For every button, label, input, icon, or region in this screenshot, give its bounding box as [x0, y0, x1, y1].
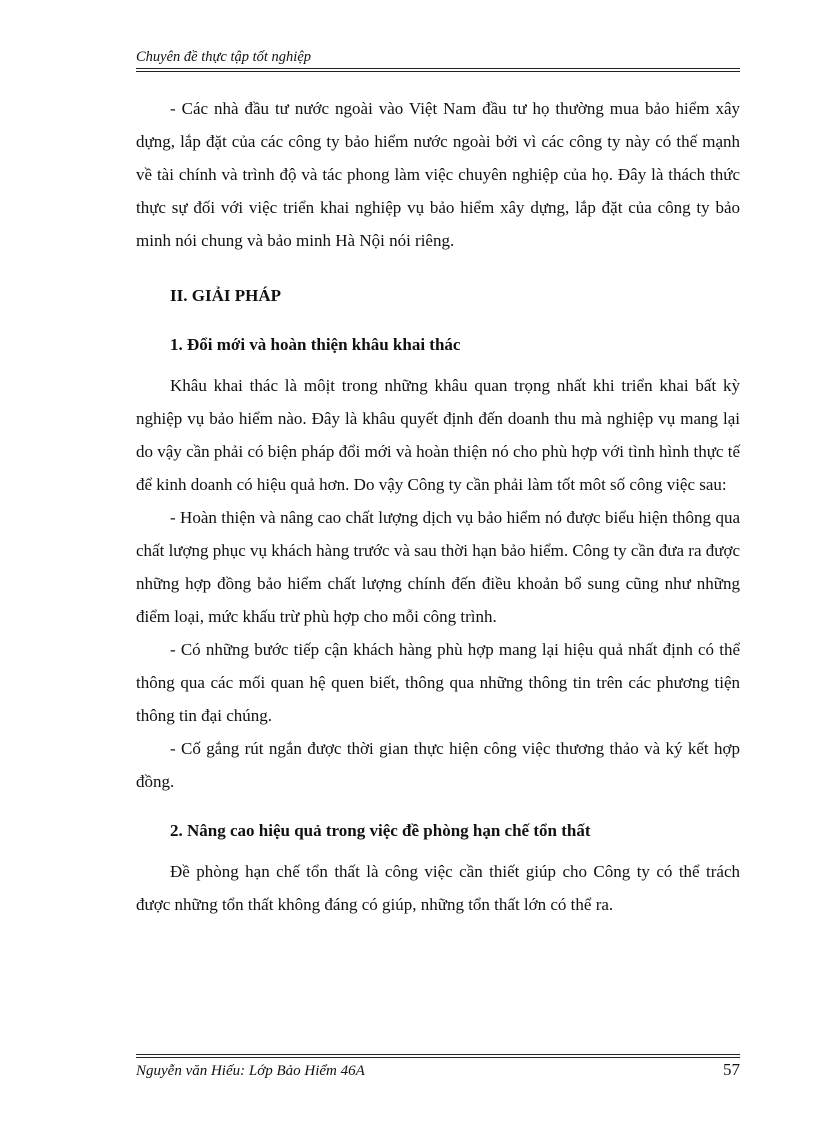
header-title: Chuyên đề thực tập tốt nghiệp [136, 49, 312, 65]
subsection-1-paragraph-1: Khâu khai thác là môịt trong những khâu quan trọng nhất khi triển khai bất kỳ nghiệp vụ bảo hiểm nào. Đây là khâu quyết định đến doanh thu mà nghiệp vụ mang lại do vậy cần phải có biện pháp đổi mới và hoàn thiện nó cho phù hợp với tình hình thực tế để kinh doanh có hiệu quả hơn. Do vậy Công ty cần phải làm tốt môt số công việc sau: [136, 376, 740, 494]
page-header [136, 48, 740, 72]
header-rule [136, 68, 740, 72]
subsection-2-heading: 2. Nâng cao hiệu quả trong việc đề phòng hạn chế tổn thất [170, 821, 591, 840]
subsection-1-heading: 1. Đổi mới và hoàn thiện khâu khai thác [170, 335, 461, 354]
subsection-1-paragraph-4: - Cố gắng rút ngắn được thời gian thực hiện công việc thương thảo và ký kết hợp đồng. [136, 739, 740, 791]
subsection-1-paragraph-2: - Hoàn thiện và nâng cao chất lượng dịch vụ bảo hiểm nó được biểu hiện thông qua chất lượng phục vụ khách hàng trước và sau thời hạn bảo hiểm. Công ty cần đưa ra được những hợp đồng bảo hiểm chất lượng chính đến điều khoản bổ sung cũng như những điểm loại, mức khấu trừ phù hợp cho mỗi công trình. [136, 508, 740, 626]
section-heading: II. GIẢI PHÁP [170, 286, 281, 305]
intro-paragraph: - Các nhà đầu tư nước ngoài vào Việt Nam đầu tư họ thường mua bảo hiểm xây dựng, lắp đặt của các công ty bảo hiểm nước ngoài bởi vì các công ty này có thế mạnh về tài chính và trình độ và tác phong làm việc chuyên nghiệp của họ. Đây là thách thức thực sự đối với việc triển khai nghiệp vụ bảo hiểm xây dựng, lắp đặt của công ty bảo minh nói chung và bảo minh Hà Nội nói riêng. [136, 99, 740, 250]
document-body [136, 92, 740, 921]
subsection-1-paragraph-3: - Có những bước tiếp cận khách hàng phù hợp mang lại hiệu quả nhất định có thể thông qua các mối quan hệ quen biết, thông qua những thông tin trên các phương tiện thông tin đại chúng. [136, 640, 740, 725]
page-footer [136, 1054, 740, 1080]
subsection-2-paragraph-1: Đề phòng hạn chế tổn thất là công việc cần thiết giúp cho Công ty có thể trách được những tổn thất không đáng có giúp, những tổn thất lớn có thể ra. [136, 862, 740, 914]
footer-author: Nguyễn văn Hiếu: Lớp Bảo Hiểm 46A [136, 1063, 365, 1079]
page-number: 57 [723, 1060, 740, 1079]
footer-rule [136, 1054, 740, 1058]
